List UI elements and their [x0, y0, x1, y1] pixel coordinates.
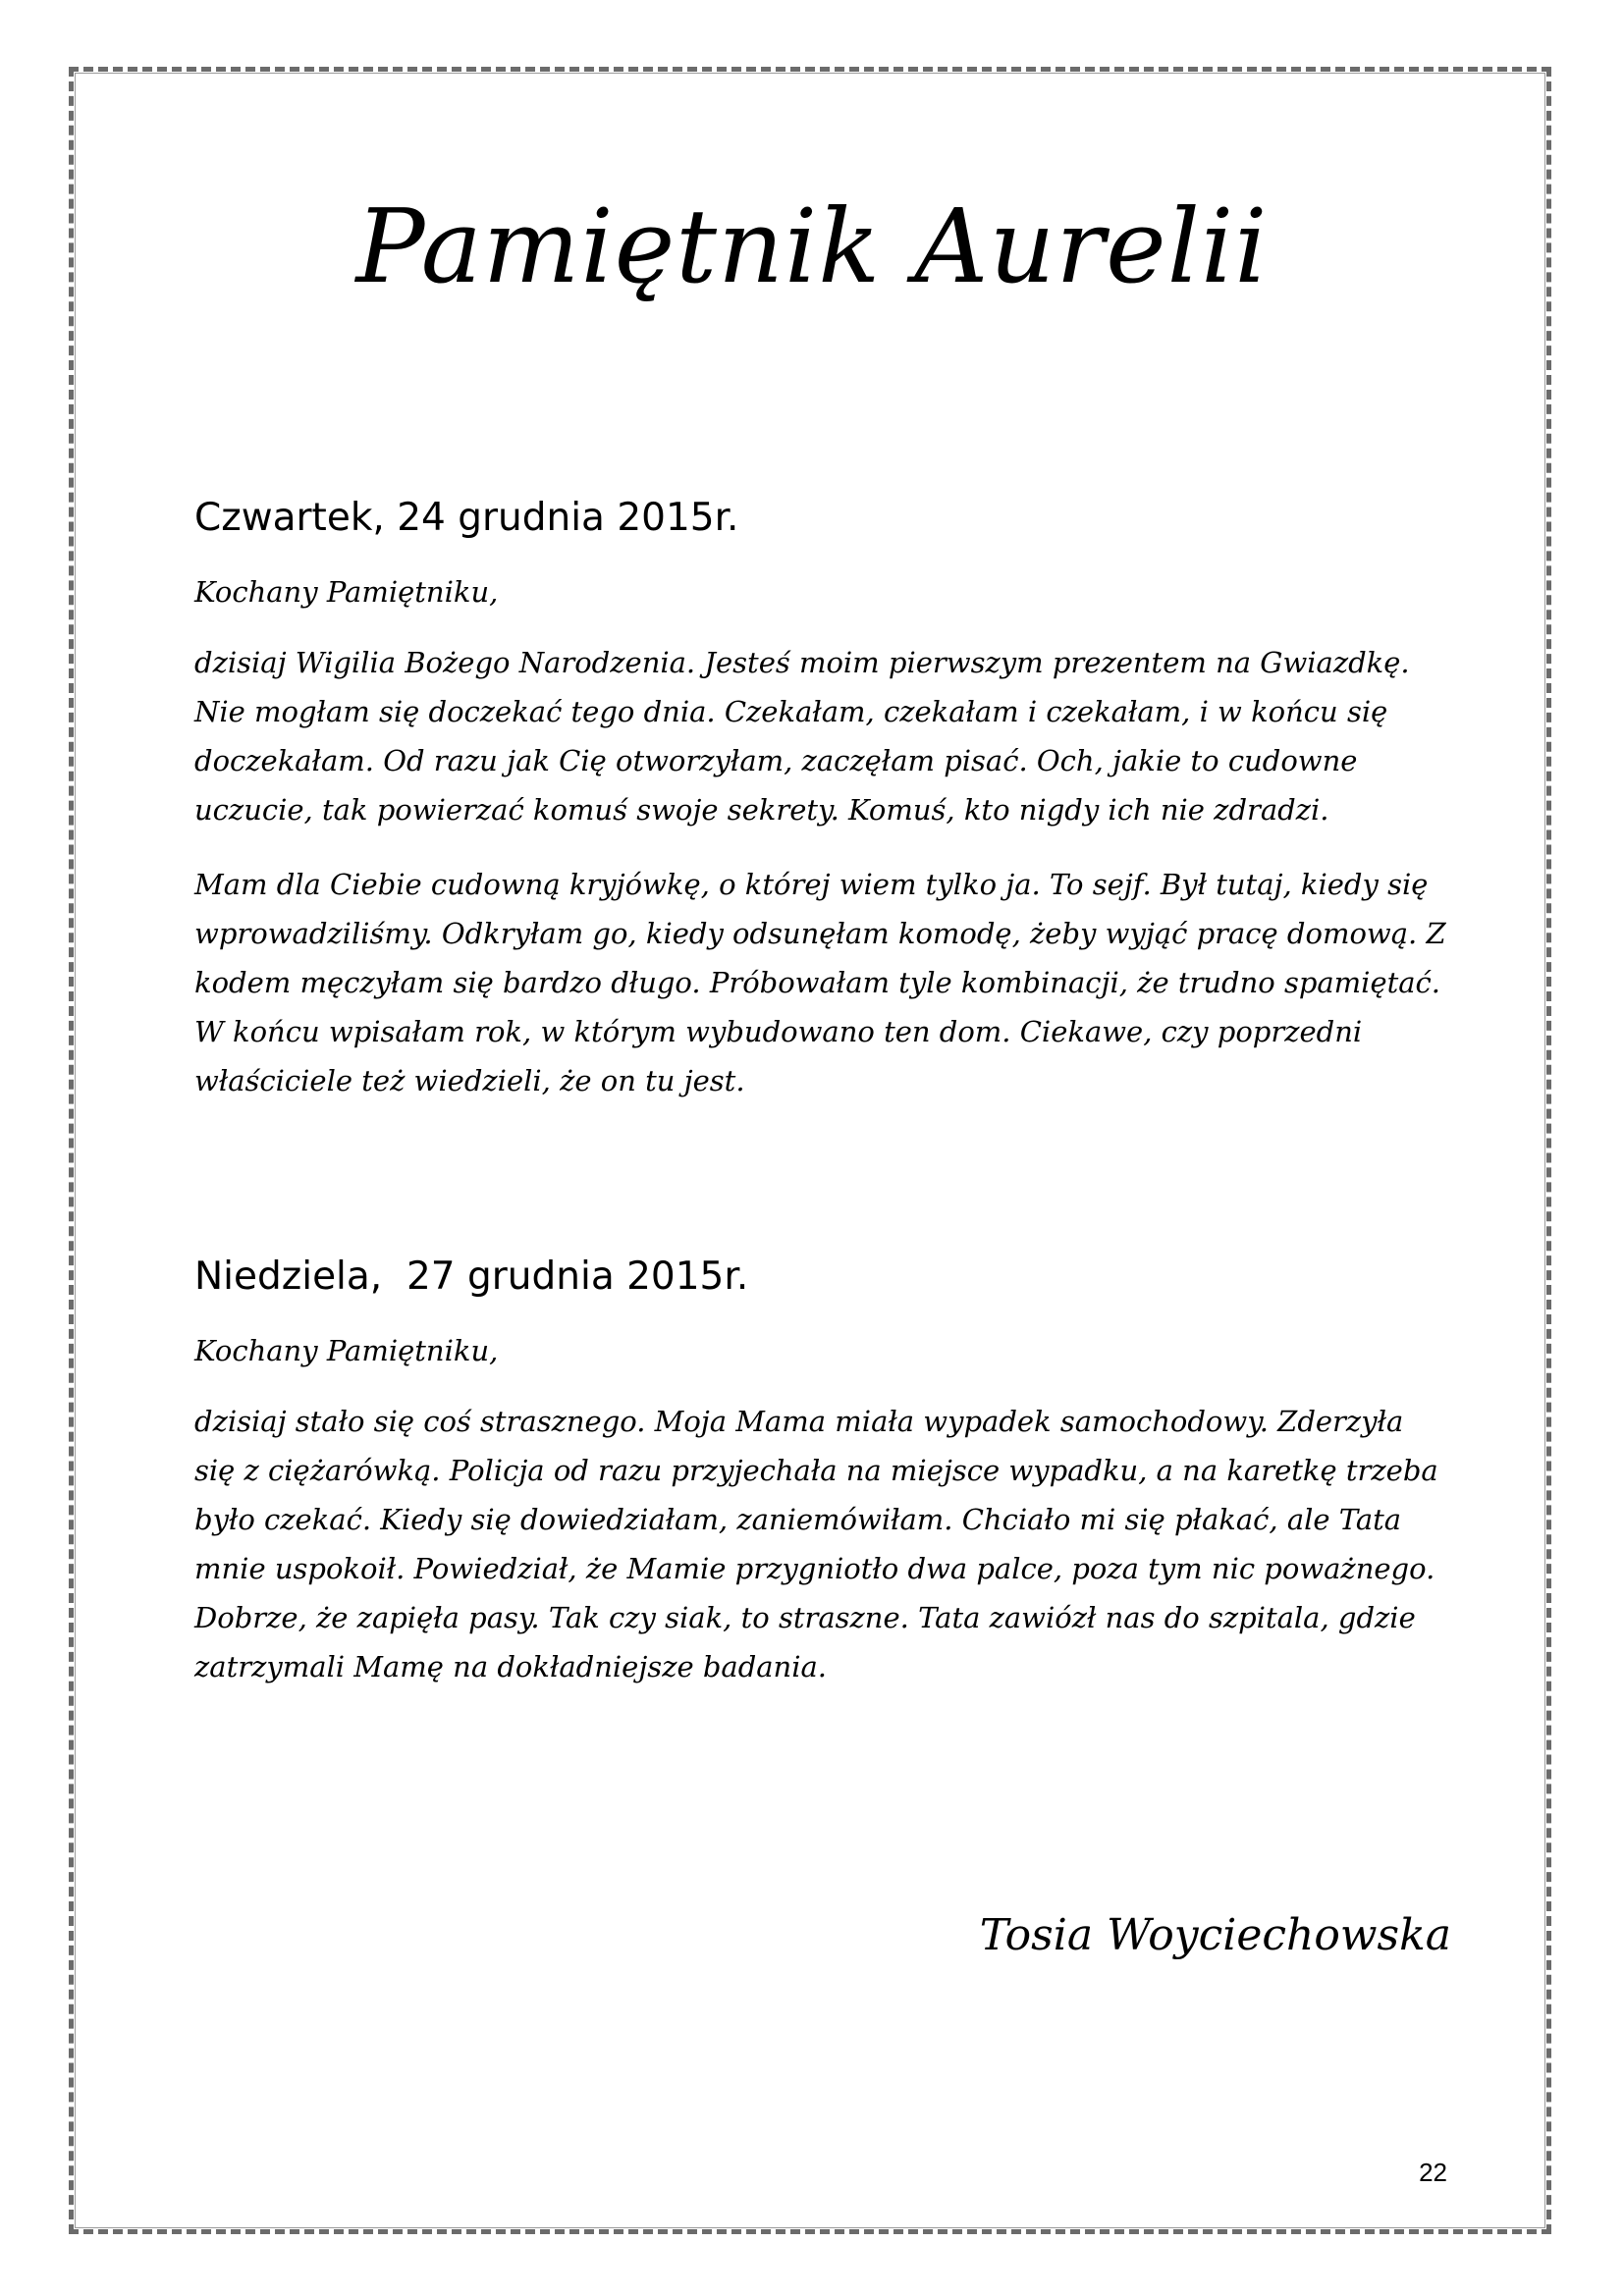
entry-greeting: Kochany Pamiętniku, — [194, 575, 499, 609]
entry-date: Niedziela, 27 grudnia 2015r. — [194, 1255, 749, 1299]
diary-entry-1 — [194, 496, 1451, 1105]
entry-paragraph: dzisiaj stało się coś strasznego. Moja Mama miała wypadek samochodowy. Zderzyła się z ciężarówką. Policja od razu przyjechała na miejsce wypadku, a na karetkę trzeba było czekać. Kiedy się dowiedziałam, zaniemówiłam. Chciało mi się płakać, ale Tata mnie uspokoił. Powiedział, że Mamie przygniotło dwa palce, poza tym nic poważnego. Dobrze, że zapięła pasy. Tak czy siak, to straszne. Tata zawiózł nas do szpitala, gdzie zatrzymali Mamę na dokładniejsze badania. — [194, 1405, 1438, 1683]
page-border-inner — [75, 73, 1545, 2228]
entry-paragraph: dzisiaj Wigilia Bożego Narodzenia. Jesteś moim pierwszym prezentem na Gwiazdkę. Nie mogłam się doczekać tego dnia. Czekałam, czekałam i czekałam, i w końcu się doczekałam. Od razu jak Cię otworzyłam, zaczęłam pisać. Och, jakie to cudowne uczucie, tak powierzać komuś swoje sekrety. Komuś, kto nigdy ich nie zdradzi. — [194, 646, 1410, 827]
page-number: 22 — [1419, 2158, 1447, 2187]
diary-entry-2 — [194, 1255, 1451, 1691]
entry-greeting: Kochany Pamiętniku, — [194, 1334, 499, 1367]
author-signature: Tosia Woyciechowska — [979, 1910, 1451, 1960]
document-title: Pamiętnik Aurelii — [355, 187, 1269, 306]
entry-paragraph: Mam dla Ciebie cudowną kryjówkę, o której wiem tylko ja. To sejf. Był tutaj, kiedy się wprowadziliśmy. Odkryłam go, kiedy odsunęłam komodę, żeby wyjąć pracę domową. Z kodem męczyłam się bardzo długo. Próbowałam tyle kombinacji, że trudno spamiętać. W końcu wpisałam rok, w którym wybudowano ten dom. Ciekawe, czy poprzedni właściciele też wiedzieli, że on tu jest. — [194, 868, 1446, 1097]
entry-date: Czwartek, 24 grudnia 2015r. — [194, 496, 739, 540]
